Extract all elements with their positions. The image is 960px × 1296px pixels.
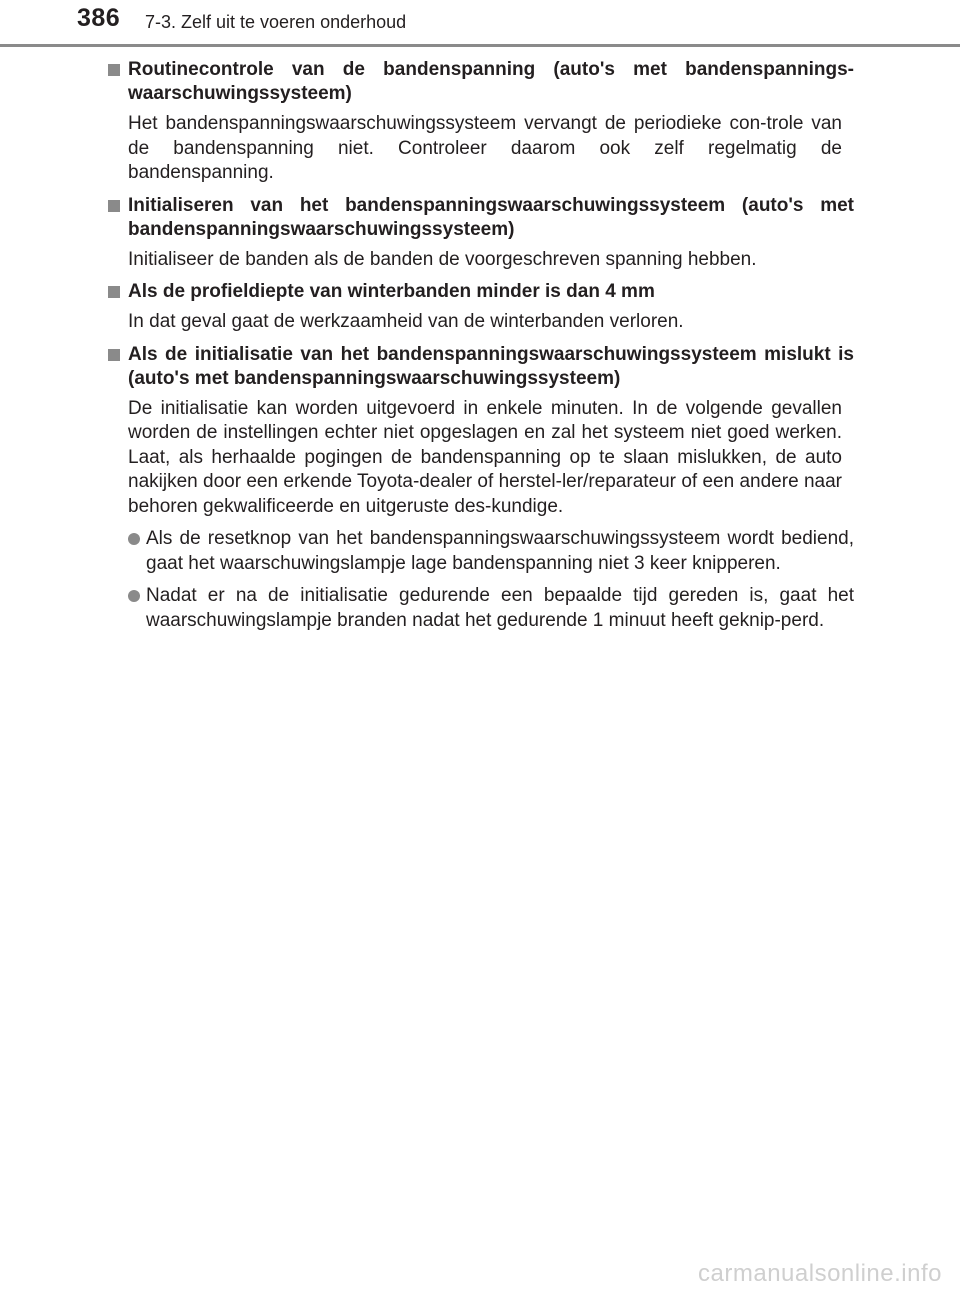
page-header <box>0 0 960 48</box>
page-number: 386 <box>77 4 121 32</box>
circle-bullet-icon <box>128 590 140 602</box>
section-heading <box>108 194 854 242</box>
section-title: 7-3. Zelf uit te voeren onderhoud <box>145 12 407 32</box>
list-item-text: Als de resetknop van het bandenspanningswaarschuwingssysteem wordt bediend, gaat het waarschuwingslampje lage bandenspanning niet 3 keer knipperen. <box>146 528 854 574</box>
section-initialiseren <box>108 194 854 273</box>
section-profieldiepte <box>108 280 854 335</box>
section-initialisatie-mislukt <box>108 343 854 634</box>
list-item-text: Nadat er na de initialisatie gedurende een bepaalde tijd gereden is, gaat het waarschuwingslampje branden nadat het gedurende 1 minuut heeft geknip-perd. <box>146 585 854 631</box>
section-heading <box>108 280 854 304</box>
list-item <box>108 584 854 633</box>
list-item <box>108 527 854 576</box>
main-content <box>108 58 854 641</box>
circle-bullet-icon <box>128 533 140 545</box>
section-body: Initialiseer de banden als de banden de voorgeschreven spanning hebben. <box>128 248 757 270</box>
section-body: In dat geval gaat de werkzaamheid van de winterbanden verloren. <box>128 311 684 332</box>
square-bullet-icon <box>108 64 120 76</box>
header-divider <box>0 44 960 47</box>
section-heading-text: Initialiseren van het bandenspanningswaarschuwingssysteem (auto's met bandenspanningswaarschuwingssysteem) <box>128 194 854 240</box>
section-routinecontrole <box>108 58 854 186</box>
section-heading-text: Als de profieldiepte van winterbanden minder is dan 4 mm <box>128 281 655 302</box>
section-heading <box>108 58 854 106</box>
square-bullet-icon <box>108 200 120 212</box>
watermark: carmanualsonline.info <box>698 1260 942 1287</box>
section-heading-text: Routinecontrole van de bandenspanning (auto's met bandenspannings-waarschuwingssysteem) <box>128 59 854 104</box>
section-body: De initialisatie kan worden uitgevoerd in enkele minuten. In de volgende gevallen worden de instellingen echter niet opgeslagen en zal het systeem niet goed werken. Laat, als herhaalde pogingen de bandenspanning op te slaan mislukken, de auto nakijken door een erkende Toyota-dealer of herstel-ler/reparateur of een andere naar behoren gekwalificeerde en uitgeruste des-kundige. <box>128 397 842 517</box>
square-bullet-icon <box>108 286 120 298</box>
section-body: Het bandenspanningswaarschuwingssysteem vervangt de periodieke con-trole van de bandenspanning niet. Controleer daarom ook zelf regelmatig de bandenspanning. <box>128 113 842 183</box>
section-heading-text: Als de initialisatie van het bandenspanningswaarschuwingssysteem mislukt is (auto's met bandenspanningswaarschuwingssysteem) <box>128 343 854 389</box>
section-heading <box>108 343 854 391</box>
square-bullet-icon <box>108 349 120 361</box>
